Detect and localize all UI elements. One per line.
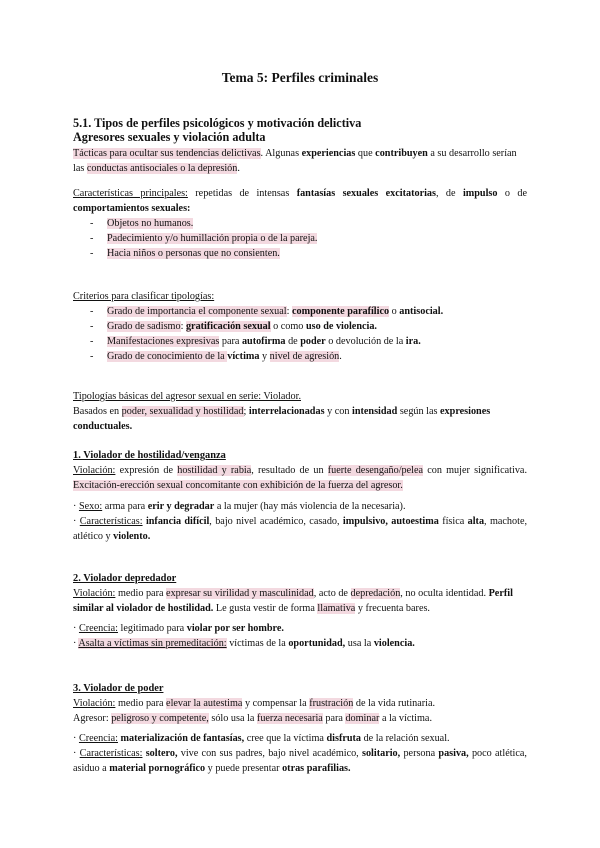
text: según las: [397, 406, 441, 417]
text: poder: [300, 336, 326, 347]
text: Grado de conocimiento de la: [107, 351, 228, 362]
text: y con: [324, 406, 352, 417]
text: de: [285, 336, 301, 347]
text: dominar: [345, 713, 380, 724]
criterios-label: [73, 289, 527, 304]
heading-types: 5.1. Tipos de perfiles psicológicos y motivación delictiva: [73, 116, 362, 130]
text: antisocial.: [399, 306, 444, 317]
label: Violación:: [73, 588, 116, 599]
text: medio para: [115, 588, 167, 599]
text: expresión de: [115, 465, 178, 476]
tipologias-paragraph: [73, 404, 527, 434]
text: impulso: [462, 188, 498, 199]
list-item-text: Hacia niños o personas que no consienten.: [107, 248, 280, 259]
s2-violacion: [73, 586, 527, 616]
criterios-list: [73, 304, 527, 364]
text: , no oculta identidad.: [400, 588, 489, 599]
text: erir y degradar: [147, 501, 215, 512]
text: para: [219, 336, 242, 347]
text: violento.: [113, 531, 151, 542]
s1-sexo: [73, 499, 527, 514]
list-item: [73, 216, 527, 231]
text: , bajo nivel académico, casado,: [209, 516, 343, 527]
text: Basados en: [73, 406, 122, 417]
text: componente parafílico: [292, 306, 390, 317]
text: elevar la autestima: [166, 698, 243, 709]
text: ·: [73, 733, 79, 744]
list-item-text: Padecimiento y/o humillación propia o de la pareja.: [107, 233, 318, 244]
text: ira.: [405, 336, 421, 347]
text: arma para: [102, 501, 148, 512]
text: oportunidad,: [288, 638, 346, 649]
text: o: [389, 306, 400, 317]
text: a su desarrollo serían las: [73, 148, 517, 174]
label: Creencia:: [78, 733, 118, 744]
text: vive con sus padres, bajo nivel académico,: [177, 748, 362, 759]
label: Características principales:: [73, 188, 188, 199]
text: repetidas de intensas: [187, 188, 297, 199]
text: interrelacionadas: [248, 406, 325, 417]
text: usa la: [345, 638, 374, 649]
text: medio para: [115, 698, 167, 709]
text: expresiones conductuales.: [73, 406, 491, 432]
s1-violacion: [73, 463, 527, 493]
text: hostilidad y rabia: [177, 465, 252, 476]
s3-creencia: [73, 731, 527, 746]
list-item: [73, 334, 527, 349]
list-item-text: Objetos no humanos.: [107, 218, 194, 229]
heading-agresores: Agresores sexuales y violación adulta: [73, 130, 266, 144]
text: experiencias: [301, 148, 356, 159]
label: Características:: [79, 748, 143, 759]
text: y: [259, 351, 270, 362]
text: disfruta: [326, 733, 362, 744]
text: material pornográfico: [109, 763, 206, 774]
text: alta: [467, 516, 485, 527]
list-item: [73, 349, 527, 364]
text: peligroso y competente,: [111, 713, 209, 724]
text: de la relación sexual.: [361, 733, 450, 744]
tipologias-label: [73, 389, 527, 404]
page-title: Tema 5: Perfiles criminales: [221, 70, 379, 85]
label: Asalta a víctimas sin premeditación:: [78, 638, 227, 649]
text: soltero,: [145, 748, 178, 759]
text: para: [322, 713, 346, 724]
text: , machote, atlético y: [73, 516, 528, 542]
list-item: [73, 304, 527, 319]
section-3-title: [73, 681, 527, 696]
text: fantasías sexuales excitatorias: [296, 188, 436, 199]
list-item: [73, 319, 527, 334]
text: ·: [73, 623, 79, 634]
text: y frecuenta bares.: [355, 603, 430, 614]
text: conductas antisociales o la depresión: [86, 163, 238, 174]
text: impulsivo, autoestima: [342, 516, 439, 527]
text: cree que la víctima: [244, 733, 327, 744]
text: llamativa: [317, 603, 356, 614]
section-heading: [73, 116, 527, 144]
text: nivel de agresión: [269, 351, 340, 362]
text: :: [180, 321, 186, 332]
text: pasiva,: [438, 748, 469, 759]
label: Tipologías básicas del agresor sexual en serie: Violador.: [73, 391, 301, 402]
text: ·: [73, 501, 79, 512]
section-title: 2. Violador depredador: [73, 573, 177, 584]
section-1-title: [73, 448, 527, 463]
text: Agresor:: [73, 713, 112, 724]
text: de la vida rutinaria.: [353, 698, 436, 709]
text: , acto de: [313, 588, 351, 599]
text: , de: [435, 188, 463, 199]
s3-violacion: [73, 696, 527, 711]
label: Creencia:: [78, 623, 118, 634]
text: ·: [73, 638, 79, 649]
text: autofirma: [241, 336, 286, 347]
text: a la mujer (hay más violencia de la necesaria).: [214, 501, 406, 512]
text: uso de violencia.: [305, 321, 377, 332]
text: o como: [270, 321, 306, 332]
text: legitimado para: [117, 623, 187, 634]
text: infancia difícil: [145, 516, 210, 527]
label: Criterios para clasificar tipologías:: [73, 291, 215, 302]
text: otras parafilias.: [282, 763, 351, 774]
text: materialización de fantasías,: [120, 733, 245, 744]
text: ;: [243, 406, 249, 417]
list-item: [73, 231, 527, 246]
text: gratificación sexual: [185, 321, 271, 332]
text: a la víctima.: [379, 713, 433, 724]
text: solitario,: [362, 748, 401, 759]
text: poco atlética, asiduo a: [73, 748, 527, 774]
text: poder, sexualidad y hostilidad: [121, 406, 244, 417]
text: frustración: [309, 698, 354, 709]
section-title: 3. Violador de poder: [73, 683, 164, 694]
text: intensidad: [352, 406, 398, 417]
text: . Algunas: [260, 148, 302, 159]
text: con mujer significativa.: [423, 465, 527, 476]
text: víctimas de la: [226, 638, 289, 649]
text: comportamientos sexuales:: [73, 203, 191, 214]
text: .: [237, 163, 240, 174]
section-title: 1. Violador de hostilidad/venganza: [73, 450, 226, 461]
text: Grado de sadismo: [107, 321, 181, 332]
label: Características:: [79, 516, 143, 527]
label: Violación:: [73, 465, 116, 476]
text: Manifestaciones expresivas: [107, 336, 220, 347]
section-2-title: [73, 571, 527, 586]
caracteristicas-paragraph: [73, 186, 527, 216]
s1-caracteristicas: [73, 514, 527, 544]
text: Le gusta vestir de forma: [213, 603, 318, 614]
text: :: [286, 306, 293, 317]
text: fuerza necesaria: [256, 713, 323, 724]
text: contribuyen: [375, 148, 428, 159]
caracteristicas-list: [73, 216, 527, 261]
s2-asalta: [73, 636, 527, 651]
text: víctima: [227, 351, 260, 362]
text: persona: [400, 748, 439, 759]
text: o de: [497, 188, 527, 199]
text: física: [438, 516, 468, 527]
intro-paragraph: [73, 146, 527, 176]
text: sólo usa la: [208, 713, 257, 724]
label: Violación:: [73, 698, 116, 709]
text: Perfil similar al violador de hostilidad.: [73, 588, 513, 614]
text: violencia.: [373, 638, 415, 649]
text: .: [339, 351, 342, 362]
list-item: [73, 246, 527, 261]
s3-caracteristicas: [73, 746, 527, 776]
text: Grado de importancia el componente sexual: [107, 306, 287, 317]
text: depredación: [350, 588, 401, 599]
text: Excitación-erección sexual concomitante con exhibición de la fuerza del agresor.: [73, 480, 403, 491]
text: expresar su virilidad y masculinidad: [166, 588, 314, 599]
text: violar por ser hombre.: [186, 623, 284, 634]
text: ·: [73, 748, 80, 759]
text: y puede presentar: [205, 763, 283, 774]
label: Sexo:: [78, 501, 103, 512]
s3-agresor: [73, 711, 527, 726]
text: Tácticas para ocultar sus tendencias delictivas: [73, 148, 261, 159]
text: ·: [73, 516, 80, 527]
text: o devolución de la: [325, 336, 406, 347]
text: , resultado de un: [251, 465, 328, 476]
s2-creencia: [73, 621, 527, 636]
text: que: [355, 148, 376, 159]
text: fuerte desengaño/pelea: [327, 465, 424, 476]
text: y compensar la: [242, 698, 310, 709]
